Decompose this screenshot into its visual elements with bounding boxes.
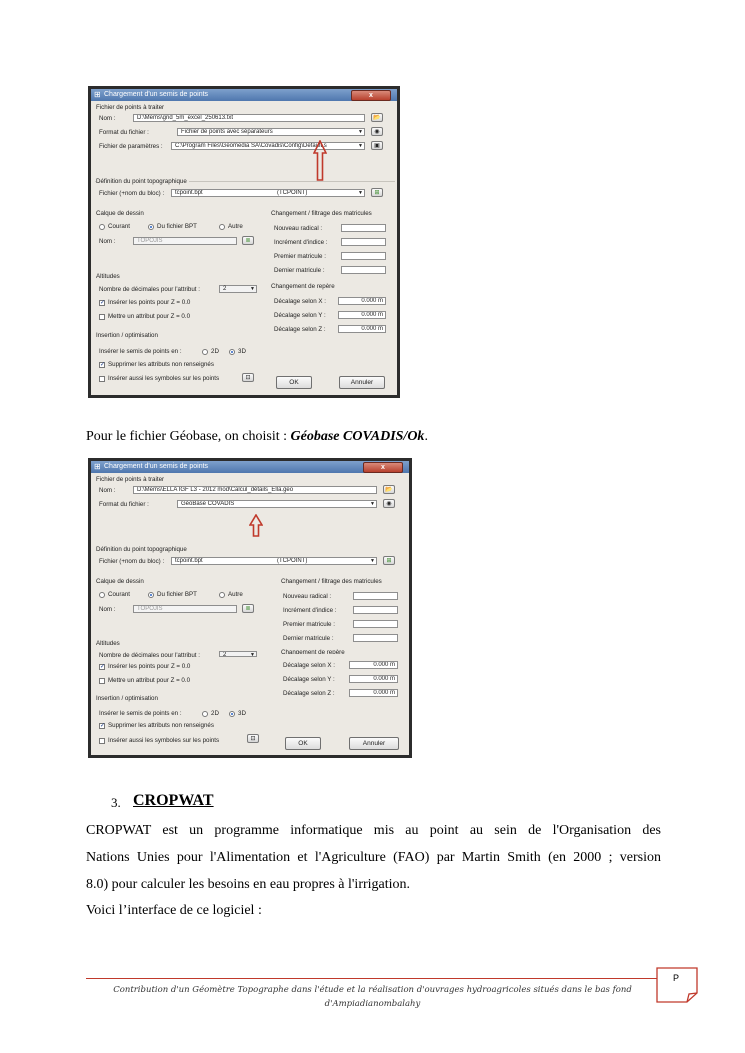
- checkbox-mettre-attribut[interactable]: [99, 314, 105, 320]
- red-arrow-up-icon: [249, 514, 263, 538]
- paragraph-line-2: Nations Unies pour l'Alimentation et l'Agriculture (FAO) par Martin Smith (en 2000 ; version: [86, 850, 661, 865]
- radio-3d-label: 3D: [238, 710, 246, 717]
- group-label-calque: Calque de dessin: [96, 210, 144, 217]
- group-label-file: Fichier de points à traiter: [96, 104, 165, 111]
- bloc-value: tcpoint.bpt: [175, 558, 203, 564]
- checkbox-inserer-symboles[interactable]: [99, 376, 105, 382]
- radio-3d-label: 3D: [238, 348, 246, 355]
- checkbox-inserer-z0[interactable]: ✓: [100, 664, 106, 670]
- inserer-semis-label: Insérer le semis de points en :: [99, 710, 182, 717]
- section-number: 3.: [111, 795, 121, 810]
- geobase-intro: Pour le fichier Géobase, on choisit :: [86, 429, 291, 444]
- decal-z-label: Décalage selon Z :: [274, 326, 326, 333]
- annuler-button[interactable]: Annuler: [339, 376, 385, 389]
- paragraph-line-1: CROPWAT est un programme informatique mis au point au sein de l'Organisation des: [86, 823, 661, 838]
- grid-app-icon: ⊞: [94, 462, 101, 471]
- file-name-input[interactable]: D:\Mems\ELLA IGF L3 - 2012 mod\Calcul_détails_Ella.geo: [133, 486, 377, 494]
- format-value: Fichier de points avec séparateurs: [181, 129, 273, 135]
- radio-autre[interactable]: [219, 592, 225, 598]
- group-label-calque: Calque de dessin: [96, 578, 144, 585]
- eye-icon: ◉: [374, 129, 380, 135]
- decal-y-label: Décalage selon Y :: [274, 312, 326, 319]
- settings-icon: ▣: [374, 143, 380, 149]
- group-label-definition: Définition du point topographique: [96, 178, 187, 185]
- block-icon: ⊞: [374, 190, 380, 196]
- decal-y-label: Décalage selon Y :: [283, 676, 335, 683]
- layers-icon: ≣: [245, 606, 251, 612]
- bloc-select[interactable]: [171, 189, 365, 197]
- format-label: Format du fichier :: [99, 129, 149, 136]
- radio-autre-label: Autre: [228, 223, 243, 230]
- section-title: CROPWAT: [133, 792, 214, 809]
- group-label-definition: Définition du point topographique: [96, 546, 187, 553]
- chevron-down-icon: ▼: [250, 652, 255, 657]
- decimales-label: Nombre de décimales pour l'attribut :: [99, 286, 200, 293]
- dialog-chargement-semis-2: [88, 458, 412, 758]
- decimales-select[interactable]: [219, 651, 257, 657]
- geobase-choice: Géobase COVADIS/Ok: [290, 429, 425, 444]
- dernier-label: Dernier matricule :: [274, 267, 325, 274]
- params-select[interactable]: [171, 142, 365, 150]
- calque-name-input[interactable]: TOPOJIS: [133, 237, 237, 245]
- decimales-value: 2: [223, 286, 227, 292]
- footer-text: [100, 983, 645, 1011]
- radio-2d[interactable]: [202, 711, 208, 717]
- group-label-matricules: Changement / filtrage des matricules: [281, 578, 382, 585]
- name-label: Nom :: [99, 487, 116, 494]
- chk-mettre-label: Mettre un attribut pour Z = 0.0: [108, 313, 191, 320]
- symbols-button[interactable]: [242, 373, 254, 382]
- decal-x-label: Décalage selon X :: [274, 298, 326, 305]
- footer-line-1: Contribution d'un Géomètre Topographe dans l'étude et la réalisation d'ouvrages hydroagricoles situés dans le bas fond: [113, 985, 632, 995]
- bloc-edit-button[interactable]: [383, 556, 395, 565]
- radio-autre-label: Autre: [228, 591, 243, 598]
- bloc-value: tcpoint.bpt: [175, 190, 203, 196]
- bloc-code: (TCPOINT): [277, 558, 308, 564]
- symbols-icon: ⊡: [250, 736, 256, 742]
- chk-inserer-label: Insérer les points pour Z = 0.0: [108, 299, 191, 306]
- premier-input[interactable]: [353, 620, 398, 628]
- geobase-end: .: [424, 429, 428, 444]
- open-folder-button[interactable]: [371, 113, 383, 122]
- page-number-box: [656, 967, 698, 1003]
- premier-label: Premier matricule :: [274, 253, 326, 260]
- params-settings-button[interactable]: [371, 141, 383, 150]
- symbols-button[interactable]: [247, 734, 259, 743]
- radio-bpt-label: Du fichier BPT: [157, 223, 197, 230]
- nouveau-radical-label: Nouveau radical :: [274, 225, 323, 232]
- nouveau-radical-input[interactable]: [353, 592, 398, 600]
- chevron-down-icon: ▼: [358, 143, 363, 149]
- group-label-matricules: Changement / filtrage des matricules: [271, 210, 372, 217]
- group-label-insertion: Insertion / optimisation: [96, 695, 158, 702]
- group-label-file: Fichier de points à traiter: [96, 476, 165, 483]
- name-label: Nom :: [99, 115, 116, 122]
- footer-line-2: d'Ampiadianombalahy: [324, 999, 421, 1009]
- increment-input[interactable]: [353, 606, 398, 614]
- decimales-label: Nombre de décimales pour l'attribut :: [99, 652, 200, 657]
- annuler-button[interactable]: Annuler: [349, 737, 399, 750]
- radio-fichier-bpt[interactable]: [148, 592, 154, 598]
- bloc-edit-button[interactable]: [371, 188, 383, 197]
- folder-icon: 📂: [373, 115, 381, 121]
- bloc-label: Fichier (+nom du bloc) :: [99, 190, 165, 197]
- dialog-title: Chargement d'un semis de points: [104, 91, 209, 98]
- inserer-semis-label: Insérer le semis de points en :: [99, 348, 182, 355]
- chevron-down-icon: ▼: [358, 129, 363, 135]
- format-value: GéoBase COVADIS: [181, 501, 235, 507]
- radio-fichier-bpt[interactable]: [148, 224, 154, 230]
- decal-x-input[interactable]: 0.000 m: [349, 661, 398, 669]
- radio-courant[interactable]: [99, 592, 105, 598]
- paragraph-line-4: Voici l’interface de ce logiciel :: [86, 903, 262, 918]
- symbols-icon: ⊡: [245, 375, 251, 381]
- increment-label: Incrément d'indice :: [274, 239, 328, 246]
- calque-name-input[interactable]: TOPOJIS: [133, 605, 237, 613]
- chk-inserer-label: Insérer les points pour Z = 0.0: [108, 663, 191, 670]
- dialog-title: Chargement d'un semis de points: [104, 463, 209, 470]
- decal-y-input[interactable]: 0.000 m: [349, 675, 398, 683]
- decal-z-input[interactable]: 0.000 m: [338, 325, 386, 333]
- decimales-value: 2: [223, 652, 227, 657]
- preview-button[interactable]: [383, 499, 395, 508]
- decal-z-label: Décalage selon Z :: [283, 690, 335, 697]
- folder-icon: 📂: [385, 487, 393, 493]
- format-select[interactable]: [177, 500, 377, 508]
- calque-name-label: Nom :: [99, 238, 116, 245]
- params-value: C:\Program Files\Geomedia SA\Covadis\Config\Default.s: [175, 143, 327, 149]
- radio-2d-label: 2D: [211, 710, 219, 717]
- dialog-chargement-semis-1: [88, 86, 400, 398]
- dernier-input[interactable]: [353, 634, 398, 642]
- ok-button[interactable]: OK: [285, 737, 321, 750]
- nouveau-radical-label: Nouveau radical :: [283, 593, 332, 600]
- increment-input[interactable]: [341, 238, 386, 246]
- checkbox-inserer-symboles[interactable]: [99, 738, 105, 744]
- decal-y-input[interactable]: 0.000 m: [338, 311, 386, 319]
- chevron-down-icon: ▼: [358, 190, 363, 196]
- dernier-label: Dernier matricule :: [283, 635, 334, 642]
- bloc-code: (TCPOINT): [277, 190, 308, 196]
- footer-rule: [86, 978, 687, 979]
- group-label-insertion: Insertion / optimisation: [96, 332, 158, 339]
- layers-icon: ≣: [245, 238, 251, 244]
- ok-button[interactable]: OK: [276, 376, 312, 389]
- checkbox-supprimer-attributs[interactable]: ✓: [100, 723, 106, 729]
- radio-3d[interactable]: [229, 711, 235, 717]
- chevron-down-icon: ▼: [250, 286, 255, 292]
- title-bar[interactable]: [91, 89, 397, 101]
- calque-name-label: Nom :: [99, 606, 116, 613]
- calque-select-button[interactable]: [242, 236, 254, 245]
- params-label: Fichier de paramètres :: [99, 143, 163, 150]
- premier-label: Premier matricule :: [283, 621, 335, 628]
- format-select[interactable]: [177, 128, 365, 136]
- preview-button[interactable]: [371, 127, 383, 136]
- premier-input[interactable]: [341, 252, 386, 260]
- checkbox-mettre-attribut[interactable]: [99, 678, 105, 684]
- chevron-down-icon: ▼: [370, 501, 375, 507]
- close-button[interactable]: x: [363, 462, 403, 473]
- decimales-select[interactable]: [219, 285, 257, 293]
- chk-symboles-label: Insérer aussi les symboles sur les points: [108, 737, 220, 744]
- bloc-select[interactable]: [171, 557, 377, 565]
- radio-courant-label: Courant: [108, 223, 131, 230]
- bloc-label: Fichier (+nom du bloc) :: [99, 558, 165, 565]
- chk-supprimer-label: Supprimer les attributs non renseignés: [108, 361, 214, 368]
- chk-supprimer-label: Supprimer les attributs non renseignés: [108, 722, 214, 729]
- calque-select-button[interactable]: [242, 604, 254, 613]
- group-label-repere: Changement de repère: [281, 649, 345, 654]
- group-label-altitudes: Altitudes: [96, 273, 120, 280]
- red-arrow-up-icon: [313, 140, 327, 182]
- decal-x-label: Décalage selon X :: [283, 662, 335, 669]
- checkbox-supprimer-attributs[interactable]: ✓: [100, 362, 106, 368]
- chevron-down-icon: ▼: [370, 558, 375, 564]
- open-folder-button[interactable]: [383, 485, 395, 494]
- nouveau-radical-input[interactable]: [341, 224, 386, 232]
- checkbox-inserer-z0[interactable]: ✓: [100, 300, 106, 306]
- title-bar[interactable]: [91, 461, 409, 473]
- decal-z-input[interactable]: 0.000 m: [349, 689, 398, 697]
- format-label: Format du fichier :: [99, 501, 149, 508]
- radio-bpt-label: Du fichier BPT: [157, 591, 197, 598]
- radio-2d-label: 2D: [211, 348, 219, 355]
- radio-courant-label: Courant: [108, 591, 131, 598]
- group-label-repere: Changement de repère: [271, 283, 335, 290]
- eye-icon: ◉: [386, 501, 392, 507]
- radio-courant[interactable]: [99, 224, 105, 230]
- dernier-input[interactable]: [341, 266, 386, 274]
- increment-label: Incrément d'indice :: [283, 607, 337, 614]
- chk-mettre-label: Mettre un attribut pour Z = 0.0: [108, 677, 191, 684]
- paragraph-line-3: 8.0) pour calculer les besoins en eau propres à l'irrigation.: [86, 877, 411, 892]
- radio-2d[interactable]: [202, 349, 208, 355]
- radio-autre[interactable]: [219, 224, 225, 230]
- grid-app-icon: ⊞: [94, 90, 101, 99]
- geobase-paragraph: [86, 424, 661, 450]
- group-label-altitudes: Altitudes: [96, 640, 120, 647]
- radio-3d[interactable]: [229, 349, 235, 355]
- chk-symboles-label: Insérer aussi les symboles sur les points: [108, 375, 220, 382]
- page-number: P: [673, 973, 680, 983]
- decal-x-input[interactable]: 0.000 m: [338, 297, 386, 305]
- close-button[interactable]: x: [351, 90, 391, 101]
- file-name-input[interactable]: D:\Mems\grid_5m_excel_250613.txt: [133, 114, 365, 122]
- block-icon: ⊞: [386, 558, 392, 564]
